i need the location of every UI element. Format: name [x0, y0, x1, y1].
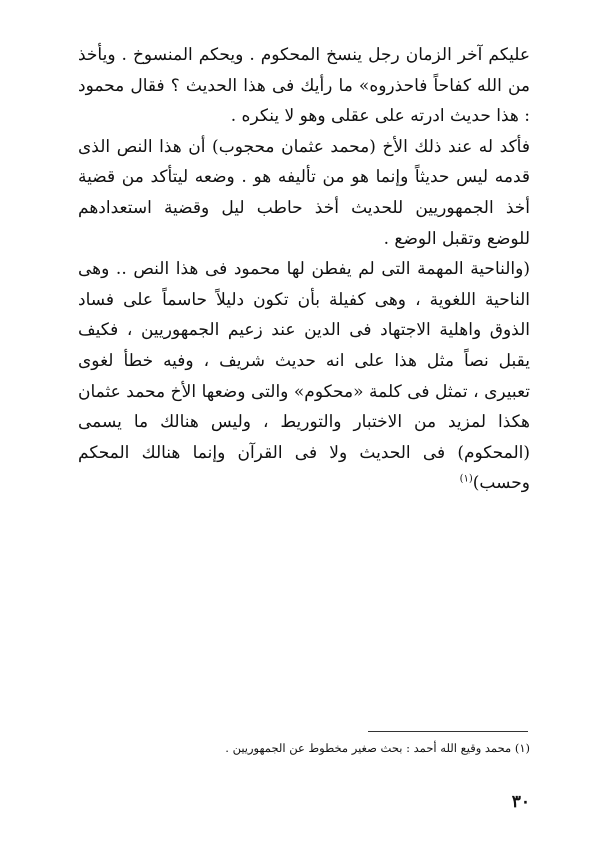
paragraph-3-text: (والناحية المهمة التى لم يفطن لها محمود فى هذا النص .. وهى الناحية اللغوية ، وهى كفيلة بأن تكون دليلاً حاسماً على فساد الذوق واهلية الاجتهاد فى الدين عند زعيم الجمهوريين ، فكيف يقبل نصاً مثل هذا على انه حديث شريف ، وفيه خطأ لغوى تعبيرى ، تمثل فى كلمة «محكوم» والتى وضعها الأخ محمد عثمان هكذا لمزيد من الاختبار والتوريط ، وليس هنالك ما يسمى (المحكوم) فى الحديث ولا فى القرآن وإنما هنالك المحكم وحسب): [78, 259, 530, 494]
footnote-separator: [368, 731, 528, 732]
footnote: (١) محمد وقيع الله أحمد : بحث صغير مخطوط عن الجمهوريين .: [225, 741, 530, 755]
main-text: [78, 40, 530, 499]
paragraph-2: فأكد له عند ذلك الأخ (محمد عثمان محجوب) أن هذا النص الذى قدمه ليس حديثاً وإنما هو من تأليفه هو . وضعه ليتأكد من قضية أخذ الجمهوريين للحديث أخذ حاطب ليل وقضية استعدادهم للوضع وتقبل الوضع .: [78, 136, 530, 249]
footnote-reference: (١): [459, 473, 473, 485]
paragraph-3: [78, 254, 530, 499]
page-number: ٣٠: [511, 792, 530, 812]
paragraph-1: عليكم آخر الزمان رجل ينسخ المحكوم . ويحكم المنسوخ . ويأخذ من الله كفاحاً فاحذروه» ما رأيك فى هذا الحديث ؟ فقال محمود : هذا حديث ادرته على عقلى وهو لا ينكره .: [78, 45, 530, 127]
